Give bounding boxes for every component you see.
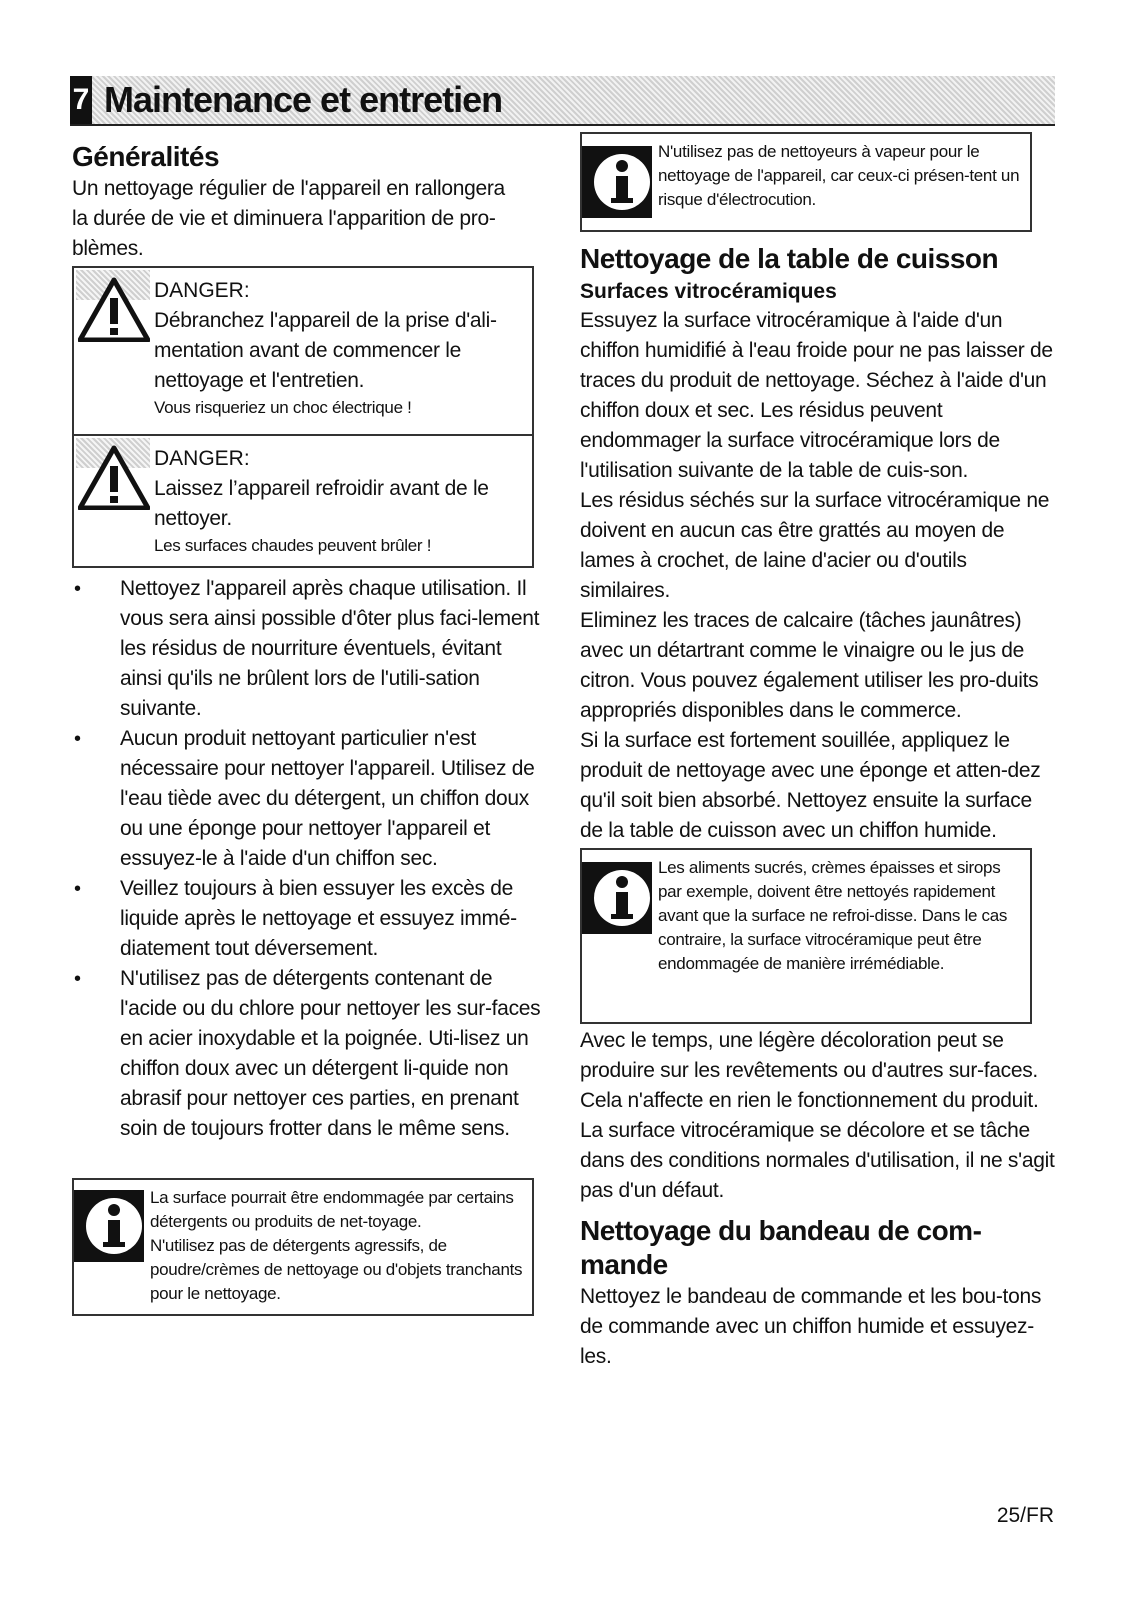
- list-item: • Aucun produit nettoyant particulier n'est nécessaire pour nettoyer l'appareil. Utilisez de l'eau tiède avec du détergent, un chiffon doux ou une éponge pour nettoyer l'appareil et essuyez-le à l'aide d'un chiffon sec.: [72, 724, 542, 874]
- section-heading-generalites: Généralités: [72, 141, 220, 172]
- warning-triangle-icon: [78, 276, 150, 342]
- info-box-detergents: [72, 1178, 534, 1316]
- list-item: • Nettoyez l'appareil après chaque utilisation. Il vous sera ainsi possible d'ôter plus faci-lement les résidus de nourriture éventuels, évitant ainsi qu'ils ne brûlent lors de l'utili-sation suivante.: [72, 574, 542, 724]
- danger-note: Les surfaces chaudes peuvent brûler !: [154, 536, 432, 555]
- warning-triangle-icon: [78, 444, 150, 510]
- list-item: • N'utilisez pas de détergents contenant de l'acide ou du chlore pour nettoyer les sur-faces en acier inoxydable et la poignée. Uti-lisez un chiffon doux avec un détergent li-quide non abrasif pour nettoyer ces parties, en prenant soin de toujours frotter dans le même sens.: [72, 964, 542, 1144]
- danger-text: Laissez l’appareil refroidir avant de le nettoyer.: [154, 477, 489, 530]
- cleaning-bullet-list: [72, 574, 542, 1144]
- info-text: Les aliments sucrés, crèmes épaisses et sirops par exemple, doivent être nettoyés rapidement avant que la surface ne refroi-disse. Dans le cas contraire, la surface vitrocéramique peut être endommagée de manière irrémédiable.: [658, 858, 1008, 973]
- section-heading-bandeau: Nettoyage du bandeau de com-mande: [580, 1215, 982, 1280]
- info-icon: [74, 1190, 144, 1262]
- info-text: N'utilisez pas de nettoyeurs à vapeur pour le nettoyage de l'appareil, car ceux-ci présen-tent un risque d'électrocution.: [658, 142, 1020, 209]
- paragraph: Si la surface est fortement souillée, appliquez le produit de nettoyage avec une éponge et atten-dez qu'il soit bien absorbé. Nettoyez ensuite la surface de la table de cuisson avec un chiffon humide.: [580, 729, 1041, 842]
- danger-item: [74, 268, 532, 434]
- paragraph: Essuyez la surface vitrocéramique à l'aide d'un chiffon humidifié à l'eau froide pour ne pas laisser de traces du produit de nettoyage. Séchez à l'aide d'un chiffon doux et sec. Les résidus peuvent endommager la surface vitrocéramique lors de l'utilisation suivante de la table de cuis-son.: [580, 309, 1053, 482]
- chapter-header: [70, 76, 1055, 126]
- info-text: La surface pourrait être endommagée par certains détergents ou produits de net-toyage.: [150, 1188, 514, 1231]
- info-box-sweet-foods: [580, 848, 1032, 1024]
- paragraph: Eliminez les traces de calcaire (tâches jaunâtres) avec un détartrant comme le vinaigre ou le jus de citron. Vous pouvez également utiliser les pro-duits appropriés disponibles dans le commerce.: [580, 609, 1039, 722]
- list-item: • Veillez toujours à bien essuyer les excès de liquide après le nettoyage et essuyez immé-diatement tout déversement.: [72, 874, 542, 964]
- danger-note: Vous risqueriez un choc électrique !: [154, 398, 412, 417]
- section-heading-table-cuisson: Nettoyage de la table de cuisson: [580, 243, 999, 274]
- info-icon: [582, 862, 652, 934]
- paragraph: Les résidus séchés sur la surface vitrocéramique ne doivent en aucun cas être grattés au moyen de lames à crochet, de laine d'acier ou d'outils similaires.: [580, 489, 1050, 602]
- left-column: [72, 140, 542, 1316]
- danger-box: [72, 266, 534, 568]
- info-text: N'utilisez pas de détergents agressifs, de poudre/crèmes de nettoyage ou d'objets tranchants pour le nettoyage.: [150, 1236, 523, 1303]
- subheading-vitroceramiques: Surfaces vitrocéramiques: [580, 280, 837, 303]
- info-icon: [582, 146, 652, 218]
- intro-paragraph: Un nettoyage régulier de l'appareil en rallongera la durée de vie et diminuera l'apparition de pro-blèmes.: [72, 177, 505, 260]
- danger-title: DANGER:: [154, 447, 250, 470]
- page-number: 25/FR: [996, 1504, 1054, 1527]
- paragraph: Avec le temps, une légère décoloration peut se produire sur les revêtements ou d'autres sur-faces. Cela n'affecte en rien le fonctionnement du produit.: [580, 1029, 1039, 1112]
- danger-item: [74, 434, 532, 566]
- chapter-number: 7: [70, 76, 92, 124]
- danger-text: Débranchez l'appareil de la prise d'ali-mentation avant de commencer le nettoyage et l'entretien.: [154, 309, 497, 392]
- paragraph: Nettoyez le bandeau de commande et les bou-tons de commande avec un chiffon humide et essuyez-les.: [580, 1285, 1042, 1368]
- danger-title: DANGER:: [154, 279, 250, 302]
- paragraph: La surface vitrocéramique se décolore et se tâche dans des conditions normales d'utilisation, il ne s'agit pas d'un défaut.: [580, 1119, 1055, 1202]
- right-column: [580, 132, 1056, 1372]
- info-box-steam: [580, 132, 1032, 232]
- chapter-title: Maintenance et entretien: [104, 79, 503, 120]
